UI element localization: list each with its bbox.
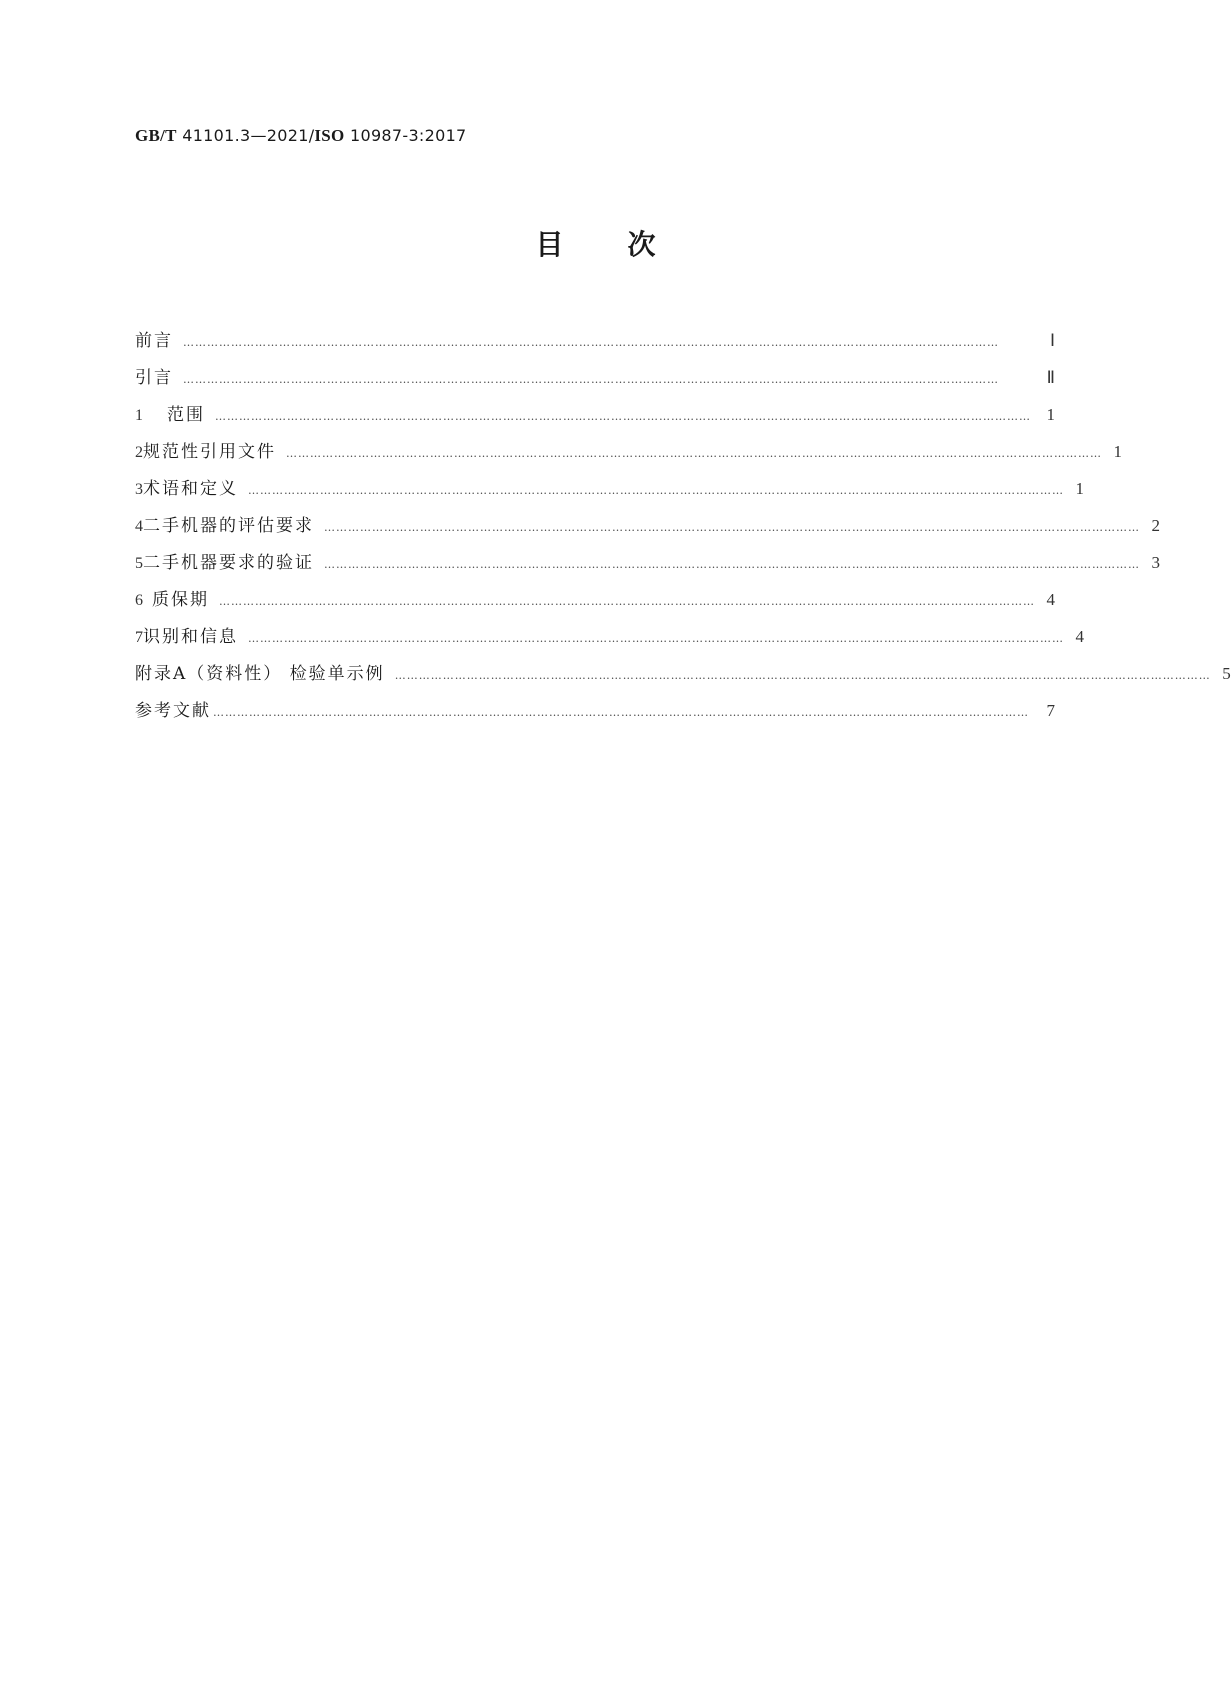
dot-leader: …………………………………………………………………………………………………………………………………………………………………………………… [248,632,1064,645]
toc-entry-scope[interactable] [135,400,1055,437]
toc-entry-number: 1 [135,407,143,424]
toc-entry-number: 6 [135,592,143,609]
toc-entry-normative-references[interactable] [135,437,1122,474]
dot-leader: …………………………………………………………………………………………………………………………………………………………………………………… [324,521,1140,534]
toc-entry-number: 7 [135,629,143,646]
toc-entry-introduction[interactable] [135,363,1055,400]
dot-leader: …………………………………………………………………………………………………………………………………………………………………………………… [215,410,1031,423]
toc-entry-page: 1 [1075,479,1084,498]
standard-prefix: GB/T [135,126,177,145]
standard-code-header [135,126,467,146]
toc-entry-page: 1 [1046,405,1055,424]
toc-entry-warranty[interactable] [135,585,1055,622]
iso-prefix: ISO [314,126,345,145]
toc-entry-foreword[interactable] [135,326,1055,363]
page-title: 目次 [535,228,720,261]
toc-entry-label: 附录A（资料性） 检验单示例 [135,664,385,684]
toc-entry-page: Ⅰ [1049,331,1055,350]
iso-number: 10987-3:2017 [344,126,467,145]
toc-entry-page: 4 [1075,627,1084,646]
toc-entry-number: 5 [135,555,143,572]
dot-leader: …………………………………………………………………………………………………………………………………………………………………………………… [183,336,999,349]
toc-entry-page: 5 [1222,664,1231,683]
toc-entry-label: 质保期 [152,590,209,610]
toc-entry-label: 前言 [135,331,173,351]
toc-entry-number: 2 [135,444,143,461]
dot-leader: …………………………………………………………………………………………………………………………………………………………………………………… [324,558,1140,571]
dot-leader: …………………………………………………………………………………………………………………………………………………………………………………… [213,706,1029,719]
toc-entry-verification[interactable] [135,548,1160,585]
toc-entry-bibliography[interactable] [135,696,1055,733]
toc-entry-page: 1 [1113,442,1122,461]
dot-leader: …………………………………………………………………………………………………………………………………………………………………………………… [394,669,1211,682]
toc-entry-label: 引言 [135,368,173,388]
toc-entry-label: 识别和信息 [143,627,238,647]
toc-entry-label: 参考文献 [135,701,211,721]
table-of-contents [135,326,1231,733]
toc-entry-label: 术语和定义 [143,479,238,499]
toc-entry-assessment-requirements[interactable] [135,511,1160,548]
toc-entry-number: 3 [135,481,143,498]
toc-entry-label: 范围 [167,405,205,425]
toc-entry-label: 规范性引用文件 [143,442,276,462]
toc-entry-page: 7 [1046,701,1055,720]
toc-entry-page: 4 [1046,590,1055,609]
dot-leader: …………………………………………………………………………………………………………………………………………………………………………………… [286,447,1102,460]
toc-entry-page: 2 [1151,516,1160,535]
toc-entry-terms-definitions[interactable] [135,474,1084,511]
toc-entry-annex-a[interactable] [135,659,1231,696]
toc-entry-identification[interactable] [135,622,1084,659]
dot-leader: …………………………………………………………………………………………………………………………………………………………………………………… [219,595,1035,608]
dot-leader: …………………………………………………………………………………………………………………………………………………………………………………… [248,484,1064,497]
toc-entry-page: 3 [1151,553,1160,572]
toc-entry-label: 二手机器要求的验证 [143,553,314,573]
dot-leader: …………………………………………………………………………………………………………………………………………………………………………………… [183,373,999,386]
toc-entry-label: 二手机器的评估要求 [143,516,314,536]
toc-entry-number: 4 [135,518,143,535]
standard-number: 41101.3—2021/ [176,126,315,145]
toc-entry-page: Ⅱ [1046,368,1055,387]
